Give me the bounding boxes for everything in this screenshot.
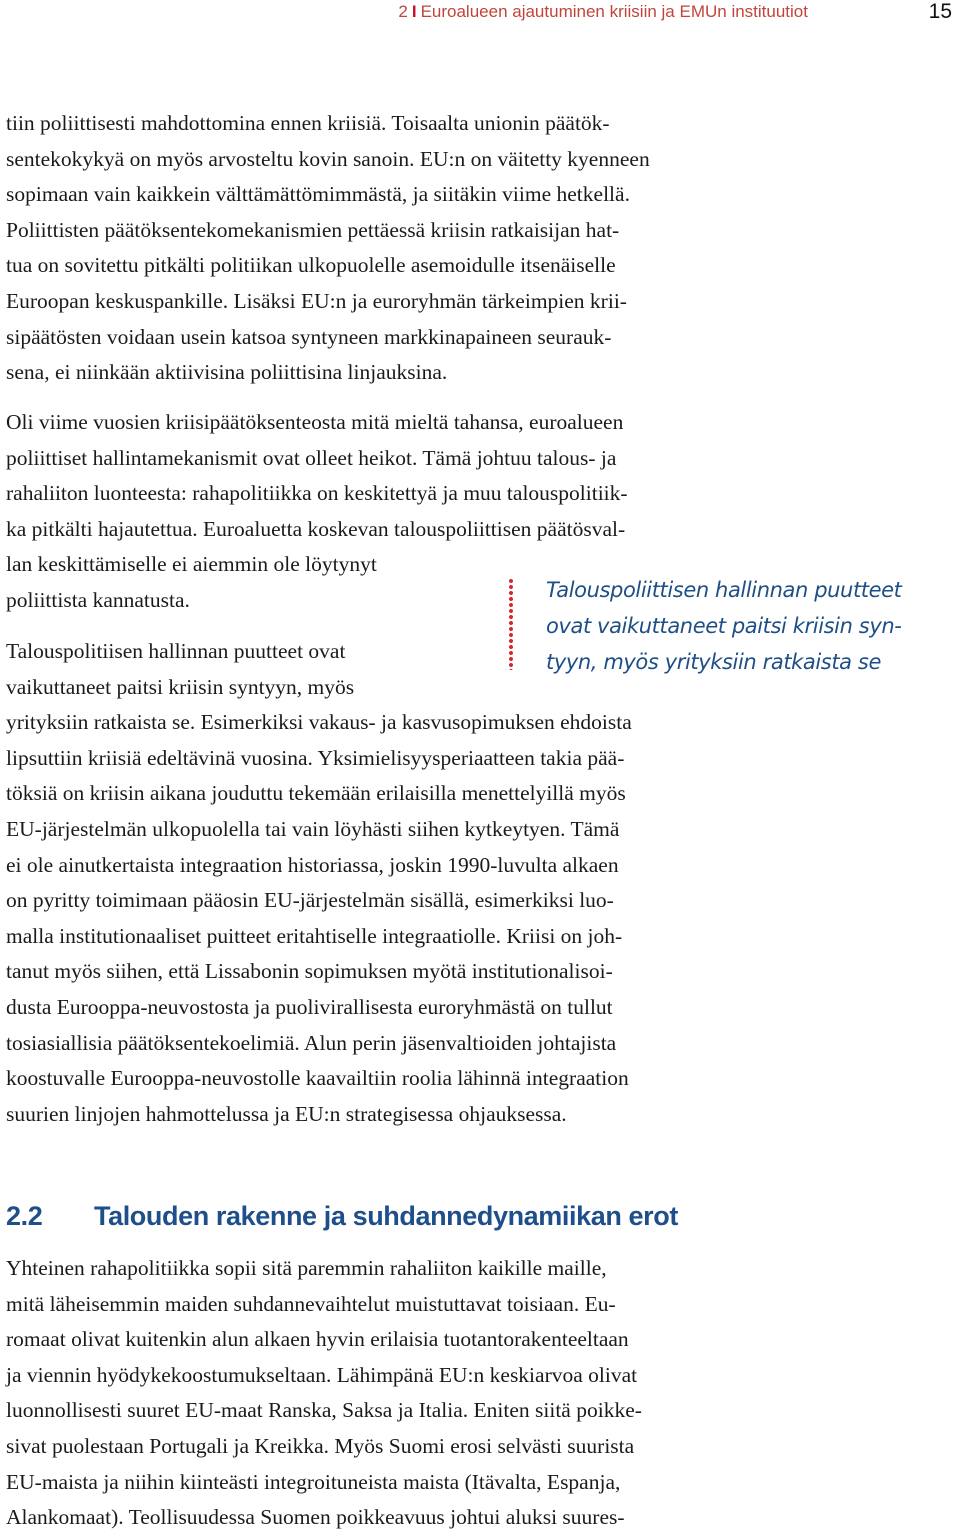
- text-line: suurien linjojen hahmottelussa ja EU:n strategisessa ohjauksessa.: [6, 1101, 567, 1126]
- text-line: koostuvalle Eurooppa-neuvostolle kaavailtiin roolia lähinnä integraation: [6, 1066, 629, 1091]
- text-line: luonnollisesti suuret EU-maat Ranska, Saksa ja Italia. Eniten siitä poikke-: [6, 1398, 642, 1423]
- text-line: lan keskittämiselle ei aiemmin ole löytynyt: [6, 552, 377, 577]
- running-header: [0, 0, 960, 30]
- section-number: 2.2: [6, 1201, 43, 1231]
- chapter-title: [398, 0, 808, 24]
- text-line: Euroopan keskuspankille. Lisäksi EU:n ja euroryhmän tärkeimpien krii-: [6, 288, 627, 313]
- text-line: EU-järjestelmän ulkopuolella tai vain löyhästi siihen kytkeytyen. Tämä: [6, 816, 620, 841]
- text-line: ka pitkälti hajautettua. Euroaluetta koskevan talouspoliittisen päätösval-: [6, 516, 626, 541]
- text-line: vaikuttaneet paitsi kriisin syntyyn, myös: [6, 674, 355, 699]
- text-line: Yhteinen rahapolitiikka sopii sitä paremmin rahaliiton kaikille maille,: [6, 1256, 607, 1280]
- text-line: yrityksiin ratkaista se. Esimerkiksi vakaus- ja kasvusopimuksen ehdoista: [6, 710, 632, 735]
- text-line: tiin poliittisesti mahdottomina ennen kriisiä. Toisaalta unionin päätök-: [6, 111, 610, 135]
- paragraph-3: [6, 634, 632, 1132]
- text-line: Alankomaat). Teollisuudessa Suomen poikkeavuus johtui aluksi suures-: [6, 1505, 625, 1530]
- text-line: poliittiset hallintamekanismit ovat olleet heikot. Tämä johtuu talous- ja: [6, 445, 617, 470]
- text-line: EU-maista ja niihin kiinteästi integroituneista maista (Itävalta, Espanja,: [6, 1469, 621, 1494]
- text-line: tosiasiallisia päätöksentekoelimiä. Alun perin jäsenvaltioiden johtajista: [6, 1030, 617, 1055]
- pull-quote-line: ovat vaikuttaneet paitsi kriisin syn-: [546, 614, 902, 638]
- text-line: tanut myös siihen, että Lissabonin sopimuksen myötä institutionalisoi-: [6, 959, 613, 984]
- text-line: poliittista kannatusta.: [6, 587, 190, 612]
- paragraph-2: [6, 405, 628, 619]
- text-line: Talouspolitiisen hallinnan puutteet ovat: [6, 639, 346, 663]
- text-line: dusta Eurooppa-neuvostosta ja puolivirallisesta euroryhmästä on tullut: [6, 994, 613, 1019]
- text-line: sipäätösten voidaan usein katsoa syntyneen markkinapaineen seurauk-: [6, 324, 612, 349]
- text-line: sena, ei niinkään aktiivisina poliittisina linjauksina.: [6, 360, 448, 385]
- text-line: rahaliiton luonteesta: rahapolitiikka on keskitettyä ja muu talouspolitiik-: [6, 481, 628, 506]
- chapter-number: 2: [398, 2, 408, 21]
- text-line: mitä läheisemmin maiden suhdannevaihtelut muistuttavat toisiaan. Eu-: [6, 1291, 616, 1316]
- text-line: on pyritty toimimaan pääosin EU-järjestelmän sisällä, esimerkiksi luo-: [6, 888, 614, 913]
- header-separator: I: [411, 2, 417, 21]
- chapter-title-text: Euroalueen ajautuminen kriisiin ja EMUn instituutiot: [420, 2, 808, 21]
- text-line: Poliittisten päätöksentekomekanismien pettäessä kriisin ratkaisijan hat-: [6, 217, 620, 242]
- section-heading: [6, 1196, 678, 1236]
- text-line: sivat puolestaan Portugali ja Kreikka. Myös Suomi erosi selvästi suurista: [6, 1433, 635, 1458]
- text-line: malla institutionaaliset puitteet eritahtiselle integraatiolle. Kriisi on joh-: [6, 923, 623, 948]
- paragraph-4: [6, 1251, 642, 1536]
- pull-quote-line: tyyn, myös yrityksiin ratkaista se: [546, 650, 881, 674]
- pull-quote-line: Talouspoliittisen hallinnan puutteet: [546, 578, 902, 602]
- text-line: ei ole ainutkertaista integraation historiassa, joskin 1990-luvulta alkaen: [6, 852, 619, 877]
- text-line: sopimaan vain kaikkein välttämättömimmästä, ja siitäkin viime hetkellä.: [6, 182, 630, 207]
- text-line: tua on sovitettu pitkälti politiikan ulkopuolelle asemoidulle itsenäiselle: [6, 253, 616, 278]
- text-line: töksiä on kriisin aikana jouduttu tekemään erilaisilla menettelyillä myös: [6, 781, 626, 806]
- text-line: lipsuttiin kriisiä edeltävinä vuosina. Yksimielisyysperiaatteen takia pää-: [6, 745, 625, 770]
- paragraph-1: [6, 106, 650, 391]
- text-line: sentekokykyä on myös arvosteltu kovin sanoin. EU:n on väitetty kyenneen: [6, 146, 650, 171]
- text-line: romaat olivat kuitenkin alun alkaen hyvin erilaisia tuotantorakenteeltaan: [6, 1327, 629, 1352]
- text-line: Oli viime vuosien kriisipäätöksenteosta mitä mieltä tahansa, euroalueen: [6, 410, 624, 434]
- text-line: ja viennin hyödykekoostumukseltaan. Lähimpänä EU:n keskiarvoa olivat: [6, 1362, 638, 1387]
- page-number: 15: [928, 0, 952, 23]
- section-title: Talouden rakenne ja suhdannedynamiikan erot: [94, 1201, 678, 1231]
